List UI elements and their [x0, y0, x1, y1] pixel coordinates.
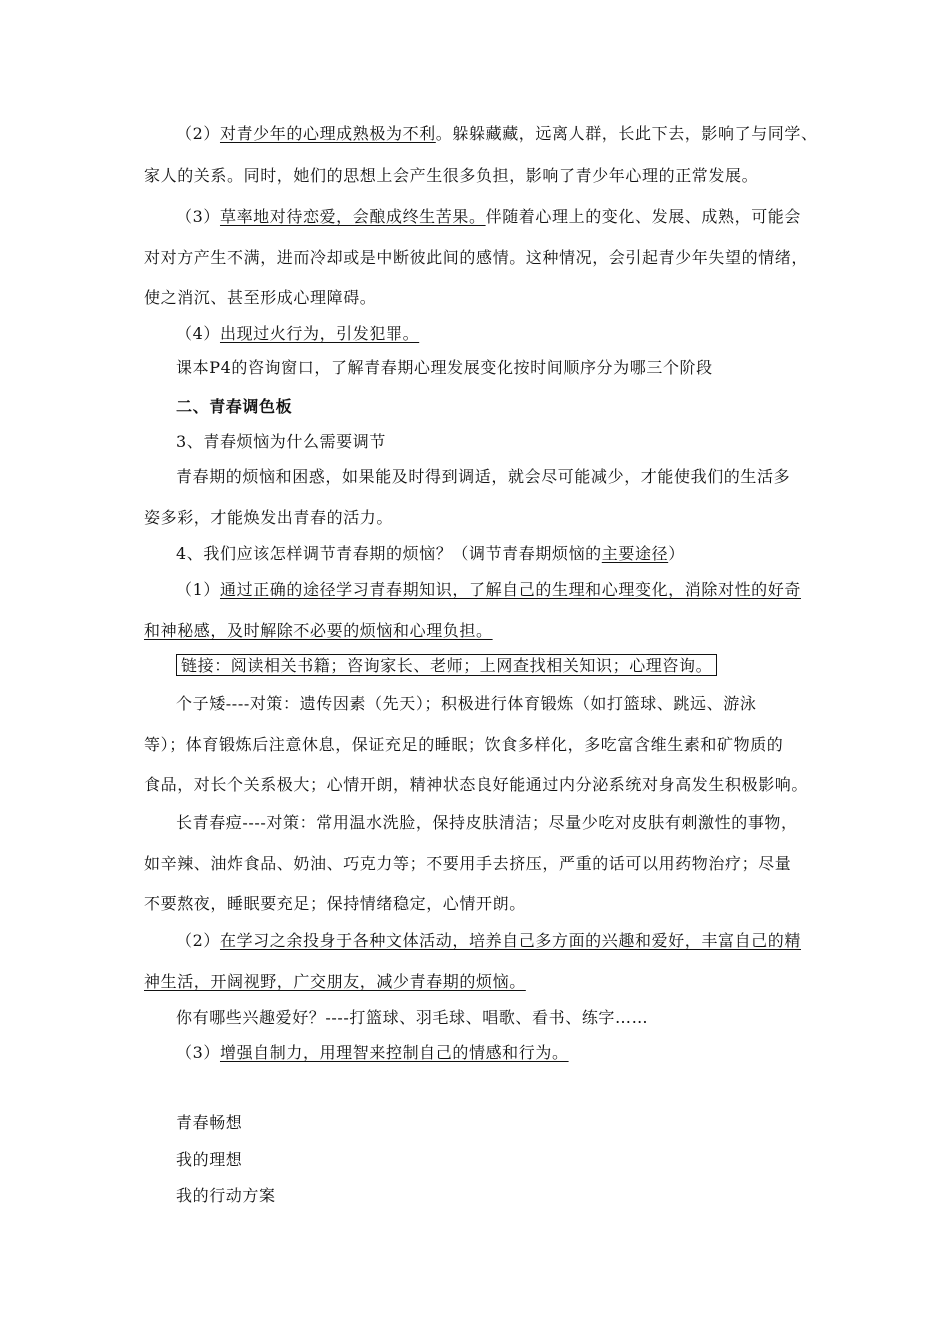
answer-3-line-2: 姿多彩，才能焕发出青春的活力。	[144, 508, 394, 527]
question-4	[176, 544, 685, 564]
way-2-line-2: 神生活，开阔视野，广交朋友，减少青春期的烦恼。	[144, 972, 526, 991]
para-3-line-1	[176, 207, 801, 227]
link-box: 链接：阅读相关书籍；咨询家长、老师；上网查找相关知识；心理咨询。	[176, 654, 717, 676]
question-3: 3、青春烦恼为什么需要调节	[176, 432, 386, 451]
para-2-line-2: 家人的关系。同时，她们的思想上会产生很多负担，影响了青少年心理的正常发展。	[144, 166, 759, 185]
para-4-line	[176, 324, 419, 344]
way-1-line-2: 和神秘感，及时解除不必要的烦恼和心理负担。	[144, 621, 493, 640]
link-box-line	[176, 656, 717, 676]
question-4-key-term: 主要途径	[601, 544, 669, 563]
short-stature-line-1: 个子矮----对策：遗传因素（先天）；积极进行体育锻炼（如打篮球、跳远、游泳	[176, 694, 757, 713]
para-3-line-3: 使之消沉、甚至形成心理障碍。	[144, 288, 377, 307]
acne-line-1: 长青春痘----对策：常用温水洗脸，保持皮肤清洁；尽量少吃对皮肤有刺激性的事物，	[176, 813, 798, 832]
answer-3-line-1: 青春期的烦恼和困惑，如果能及时得到调适，就会尽可能减少，才能使我们的生活多	[176, 467, 791, 486]
short-stature-line-3: 食品，对长个关系极大；心情开朗，精神状态良好能通过内分泌系统对身高发生积极影响。	[144, 775, 809, 794]
para-2-heading: 对青少年的心理成熟极为不利	[219, 124, 436, 143]
question-4-text: 4、我们应该怎样调节青春期的烦恼？（调节青春期烦恼的	[176, 544, 602, 563]
para-2-line-1	[176, 124, 818, 144]
ending-action-plan: 我的行动方案	[176, 1186, 276, 1205]
acne-line-3: 不要熬夜，睡眠要充足；保持情绪稳定，心情开朗。	[144, 894, 526, 913]
para-3-heading: 草率地对待恋爱，会酿成终生苦果。	[219, 207, 486, 226]
way-3-number: （3）	[176, 1043, 220, 1062]
question-4-close: ）	[668, 544, 685, 563]
para-3-line-2: 对对方产生不满，进而冷却或是中断彼此间的感情。这种情况，会引起青少年失望的情绪，	[144, 248, 809, 267]
way-1-line-1	[176, 580, 801, 600]
ending-youth-dream: 青春畅想	[176, 1113, 243, 1132]
para-2-text: 。躲躲藏藏，远离人群，长此下去，影响了与同学、	[435, 124, 818, 143]
para-3-number: （3）	[176, 207, 220, 226]
section-2-heading: 二、青春调色板	[176, 397, 293, 416]
acne-line-2: 如辛辣、油炸食品、奶油、巧克力等；不要用手去挤压，严重的话可以用药物治疗；尽量	[144, 854, 792, 873]
para-4-heading: 出现过火行为，引发犯罪。	[219, 324, 420, 343]
ending-my-ideal: 我的理想	[176, 1150, 243, 1169]
consult-window-note: 课本P4的咨询窗口，了解青春期心理发展变化按时间顺序分为哪三个阶段	[176, 358, 713, 377]
short-stature-line-2: 等）；体育锻炼后注意休息，保证充足的睡眠；饮食多样化，多吃富含维生素和矿物质的	[144, 735, 784, 754]
para-4-number: （4）	[176, 324, 220, 343]
way-3-text: 增强自制力，用理智来控制自己的情感和行为。	[219, 1043, 569, 1062]
way-2-text: 在学习之余投身于各种文体活动，培养自己多方面的兴趣和爱好，丰富自己的精	[219, 931, 801, 950]
way-1-text: 通过正确的途径学习青春期知识，了解自己的生理和心理变化，消除对性的好奇	[219, 580, 801, 599]
para-3-text: 伴随着心理上的变化、发展、成熟，可能会	[485, 207, 801, 226]
para-2-number: （2）	[176, 124, 220, 143]
way-1-number: （1）	[176, 580, 220, 599]
way-2-line-1	[176, 931, 801, 951]
hobby-question: 你有哪些兴趣爱好？----打篮球、羽毛球、唱歌、看书、练字……	[176, 1008, 649, 1027]
way-3-line	[176, 1043, 569, 1063]
way-2-number: （2）	[176, 931, 220, 950]
